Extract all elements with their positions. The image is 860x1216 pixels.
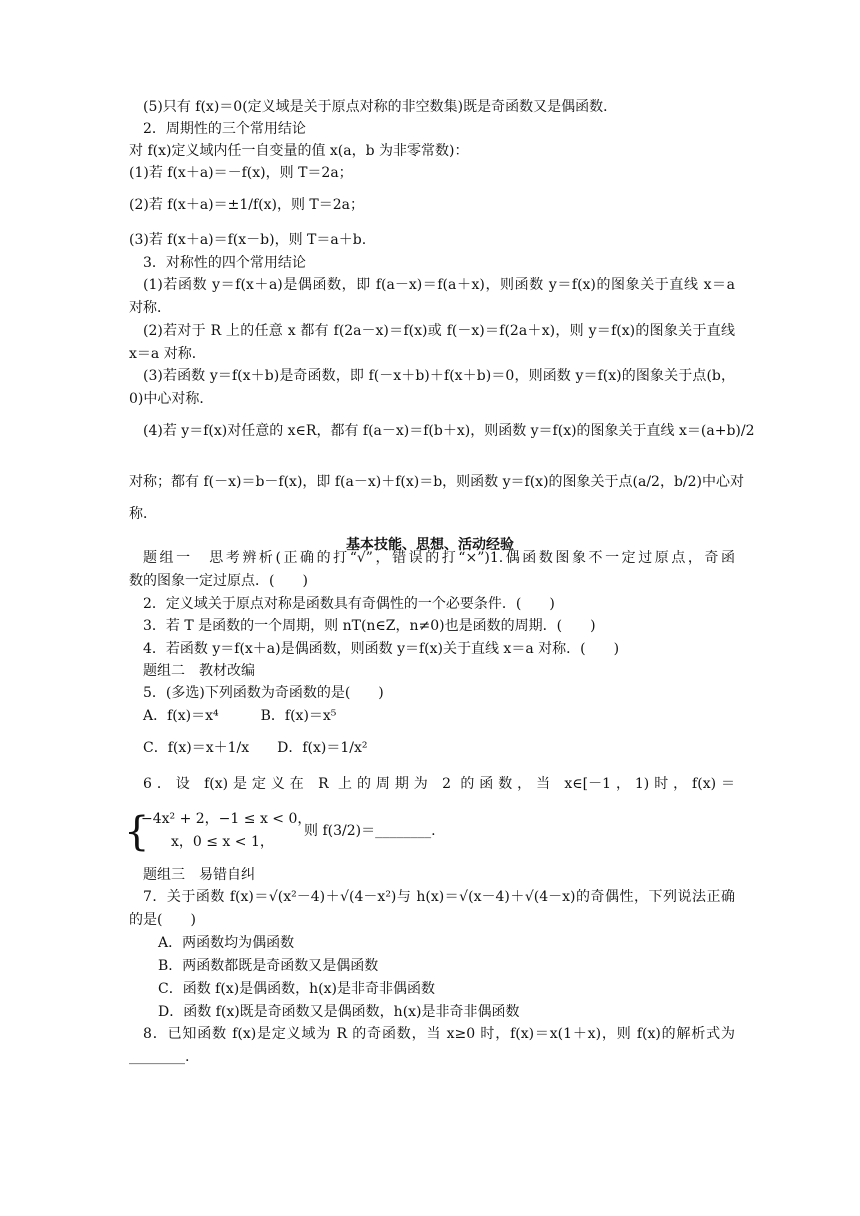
line-text: 8．已知函数 f(x)是定义域为 R 的奇函数，当 x≥0 时，f(x)＝x(1＋x)，则 f(x)的解析式为 xyxy=(143,1026,735,1042)
line-text: 0)中心对称． xyxy=(129,391,214,407)
line-text: 2．周期性的三个常用结论 xyxy=(143,121,306,137)
line-text: 7．关于函数 f(x)＝√(x²－4)＋√(4－x²)与 h(x)＝√(x－4)＋√(4－x)的奇偶性，下列说法正确 xyxy=(143,889,735,905)
line-text: C．f(x)＝x＋1/x D．f(x)＝1/x² xyxy=(143,740,368,756)
line-text: 3．对称性的四个常用结论 xyxy=(143,255,306,271)
line-text: (1)若函数 y＝f(x＋a)是偶函数，即 f(a－x)＝f(a＋x)，则函数 y＝f(x)的图象关于直线 x＝a xyxy=(143,277,735,293)
line-text: 4．若函数 y＝f(x＋a)是偶函数，则函数 y＝f(x)关于直线 x＝a 对称．( ) xyxy=(143,641,620,657)
line-text: ________. xyxy=(129,1049,190,1065)
line-text: (2)若对于 R 上的任意 x 都有 f(2a－x)＝f(x)或 f(－x)＝f(2a＋x)，则 y＝f(x)的图象关于直线 xyxy=(143,323,735,339)
line-text: 题组二 教材改编 xyxy=(143,663,255,679)
line-text: (1)若 f(x＋a)＝－f(x)，则 T＝2a； xyxy=(129,165,353,181)
line-text: (3)若函数 y＝f(x＋b)是奇函数，即 f(－x＋b)＋f(x＋b)＝0，则函数 y＝f(x)的图象关于点(b， xyxy=(143,368,735,384)
line-text: x，0 ≤ x < 1， xyxy=(171,834,274,850)
piecewise-brace: { xyxy=(124,809,150,855)
line-text: 5．(多选)下列函数为奇函数的是( ) xyxy=(143,685,384,701)
line-text: x＝a 对称． xyxy=(129,346,206,362)
line-text: (5)只有 f(x)＝0(定义域是关于原点对称的非空数集)既是奇函数又是偶函数． xyxy=(143,99,618,115)
line-text: (4)若 y＝f(x)对任意的 x∈R，都有 f(a－x)＝f(b＋x)，则函数 y＝f(x)的图象关于直线 x＝(a+b)/2 xyxy=(143,423,755,439)
line-text: 则 f(3/2)＝________. xyxy=(304,823,436,839)
line-text: (3)若 f(x＋a)＝f(x－b)，则 T＝a＋b. xyxy=(129,232,367,248)
line-text: A．f(x)＝x⁴ B．f(x)＝x⁵ xyxy=(143,708,337,724)
line-text: 题组一 思考辨析(正确的打“√”，错误的打“×”)1.偶函数图象不一定过原点，奇函 xyxy=(143,550,735,566)
line-text: A．两函数均为偶函数 xyxy=(158,935,295,951)
line-text: −4x² + 2，−1 ≤ x < 0， xyxy=(141,811,312,827)
line-text: 对 f(x)定义域内任一自变量的值 x(a，b 为非零常数)： xyxy=(129,143,469,159)
line-text: 数的图象一定过原点．( ) xyxy=(129,573,308,589)
line-text: C．函数 f(x)是偶函数，h(x)是非奇非偶函数 xyxy=(158,981,435,997)
line-text: 的是( ) xyxy=(129,912,196,928)
line-text: 3．若 T 是函数的一个周期，则 nT(n∈Z，n≠0)也是函数的周期．( ) xyxy=(143,618,596,634)
line-text: 称． xyxy=(129,506,157,522)
line-text: 对称；都有 f(－x)＝b－f(x)，即 f(a－x)＋f(x)＝b，则函数 y＝f(x)的图象关于点(a/2，b/2)中心对 xyxy=(129,474,745,490)
line-text: B．两函数都既是奇函数又是偶函数 xyxy=(158,958,379,974)
section-heading: 基本技能、思想、活动经验 xyxy=(346,537,514,553)
line-text: D．函数 f(x)既是奇函数又是偶函数，h(x)是非奇非偶函数 xyxy=(158,1004,520,1020)
line-text: (2)若 f(x＋a)＝±1/f(x)，则 T＝2a； xyxy=(129,197,365,213)
line-text: 6．设 f(x)是定义在 R 上的周期为 2 的函数，当 x∈[－1，1)时，f(x)＝ xyxy=(143,776,735,792)
line-text: 题组三 易错自纠 xyxy=(143,867,255,883)
line-text: 2．定义域关于原点对称是函数具有奇偶性的一个必要条件．( ) xyxy=(143,596,555,612)
line-text: 对称． xyxy=(129,300,171,316)
